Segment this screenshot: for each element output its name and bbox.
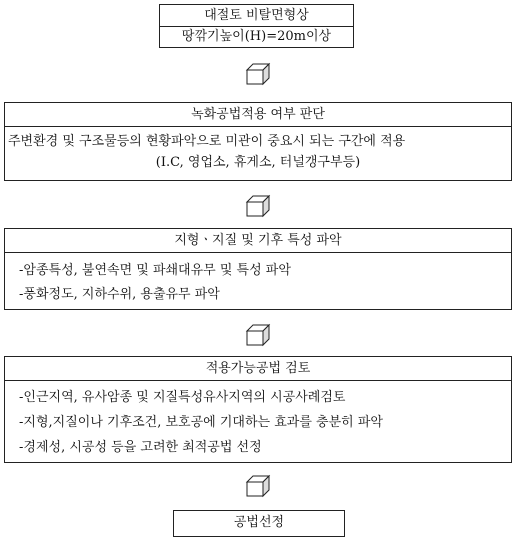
step-box-greening-decision	[4, 102, 512, 181]
step-body-line: -지형,지질이나 기후조건, 보호공에 기대하는 효과를 충분히 파악	[19, 415, 383, 430]
step-body-line: -풍화정도, 지하수위, 용출유무 파악	[19, 287, 220, 302]
step-body: 땅깎기높이(H)=20m이상	[181, 29, 332, 44]
down-arrow-icon	[245, 194, 271, 220]
step-title: 적용가능공법 검토	[5, 357, 511, 381]
down-arrow-icon	[245, 474, 271, 500]
step-title: 대절토 비탈면형상	[160, 5, 353, 27]
step-box-method-selection	[173, 510, 345, 537]
step-body-line: 주변환경 및 구조물등의 현황파악으로 미관이 중요시 되는 구간에 적용	[8, 134, 406, 149]
step-title: 녹화공법적용 여부 판단	[5, 103, 511, 127]
step-body-line: -인근지역, 유사암종 및 지질특성유사지역의 시공사례검토	[19, 390, 346, 405]
step-box-terrain-analysis	[4, 228, 512, 310]
step-body-line: -경제성, 시공성 등을 고려한 최적공법 선정	[19, 440, 262, 455]
step-body	[5, 253, 511, 307]
step-body-line: (I.C, 영업소, 휴게소, 터널갱구부등)	[155, 155, 361, 170]
step-body	[5, 381, 511, 460]
step-body	[5, 127, 511, 173]
down-arrow-icon	[245, 62, 271, 88]
step-box-slope-shape	[159, 4, 354, 48]
step-box-method-review	[4, 356, 512, 463]
step-title: 공법선정	[233, 515, 285, 530]
step-body-line: -암종특성, 불연속면 및 파쇄대유무 및 특성 파악	[19, 263, 291, 278]
down-arrow-icon	[245, 323, 271, 349]
step-title: 지형ㆍ지질 및 기후 특성 파악	[5, 229, 511, 253]
